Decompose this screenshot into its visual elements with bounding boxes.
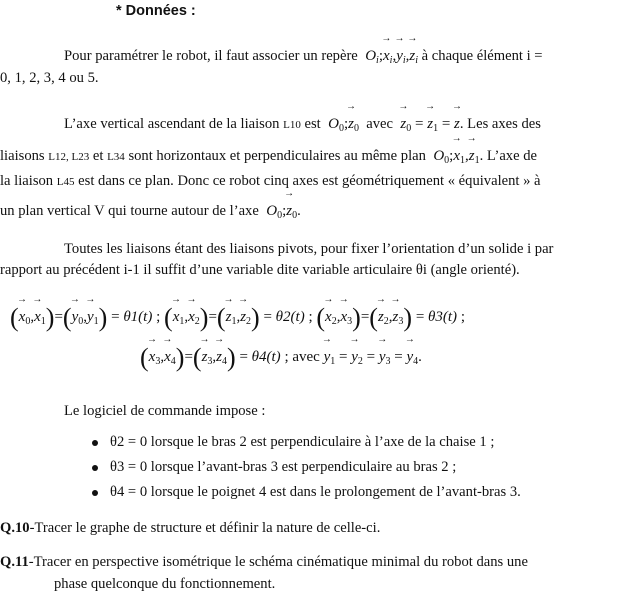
para1-line1 [64, 45, 543, 72]
para1-text-b: à chaque élément i = [421, 48, 543, 64]
bullet-dot [92, 440, 98, 446]
para2-line4: un plan vertical V qui tourne autour de l’axe $O_0;\to z_0$. [0, 200, 301, 227]
para3-line1: Toutes les liaisons étant des liaisons pivots, pour fixer l’orientation d’un solide i par [64, 241, 554, 257]
section-heading: * Données : [116, 3, 196, 19]
bullet-item-1: θ2 = 0 lorsque le bras 2 est perpendiculaire à l’axe de la chaise 1 ; [110, 434, 495, 450]
question-10: Q.10-Tracer le graphe de structure et définir la nature de celle-ci. [0, 520, 381, 536]
frame-oi: $O_i;\to x_i,\to y_i,\to z_i$ [361, 48, 418, 64]
bullet-dot [92, 465, 98, 471]
equation-line1: (→ $x_0,\to x_1)=(\to y_0,\to y_1) = \theta 1(t)$ ; (→ $x_1,\to x_2)=(\to z_1,\to z_2) = \theta 2(t)$ ; (→ $x_2,\to x_3)=(\to z_2,\to z_3) = \theta 3(t)$ ; [10, 306, 465, 333]
para1-line2: 0, 1, 2, 3, 4 ou 5. [0, 70, 99, 86]
logiciel-line: Le logiciel de commande impose : [64, 403, 266, 419]
bullet-item-3: θ4 = 0 lorsque le poignet 4 est dans le prolongement de l’avant-bras 3. [110, 484, 521, 500]
equation-line2: (→ $x_3,\to x_4)=(\to z_3,\to z_4) = \theta 4(t)$ ; avec → $y_1$ = → $y_2$ = → $y_3$ = → $y_4$. [140, 346, 422, 373]
question-11-line2: phase quelconque du fonctionnement. [54, 576, 276, 592]
bullet-item-2: θ3 = 0 lorsque l’avant-bras 3 est perpendiculaire au bras 2 ; [110, 459, 457, 475]
bullet-dot [92, 490, 98, 496]
para2-line2: liaisons L12, L23 et L34 sont horizontaux et perpendiculaires au même plan $O_0;\to x_1,\to z_1$. L’axe de [0, 145, 537, 172]
question-11: Q.11-Tracer en perspective isométrique le schéma cinématique minimal du robot dans une [0, 554, 528, 570]
para1-text-a: Pour paramétrer le robot, il faut associer un repère [64, 48, 358, 64]
para3-line2: rapport au précédent i-1 il suffit d’une variable dite variable articulaire θi (angle orienté). [0, 262, 520, 278]
para2-line1: L’axe vertical ascendant de la liaison L10 est $O_0;\to z_0$ avec → $z_0$ = → $z_1$ = → z. Les axes des [64, 113, 541, 140]
para2-line3: la liaison L45 est dans ce plan. Donc ce robot cinq axes est géométriquement « équivalent » à [0, 173, 541, 189]
